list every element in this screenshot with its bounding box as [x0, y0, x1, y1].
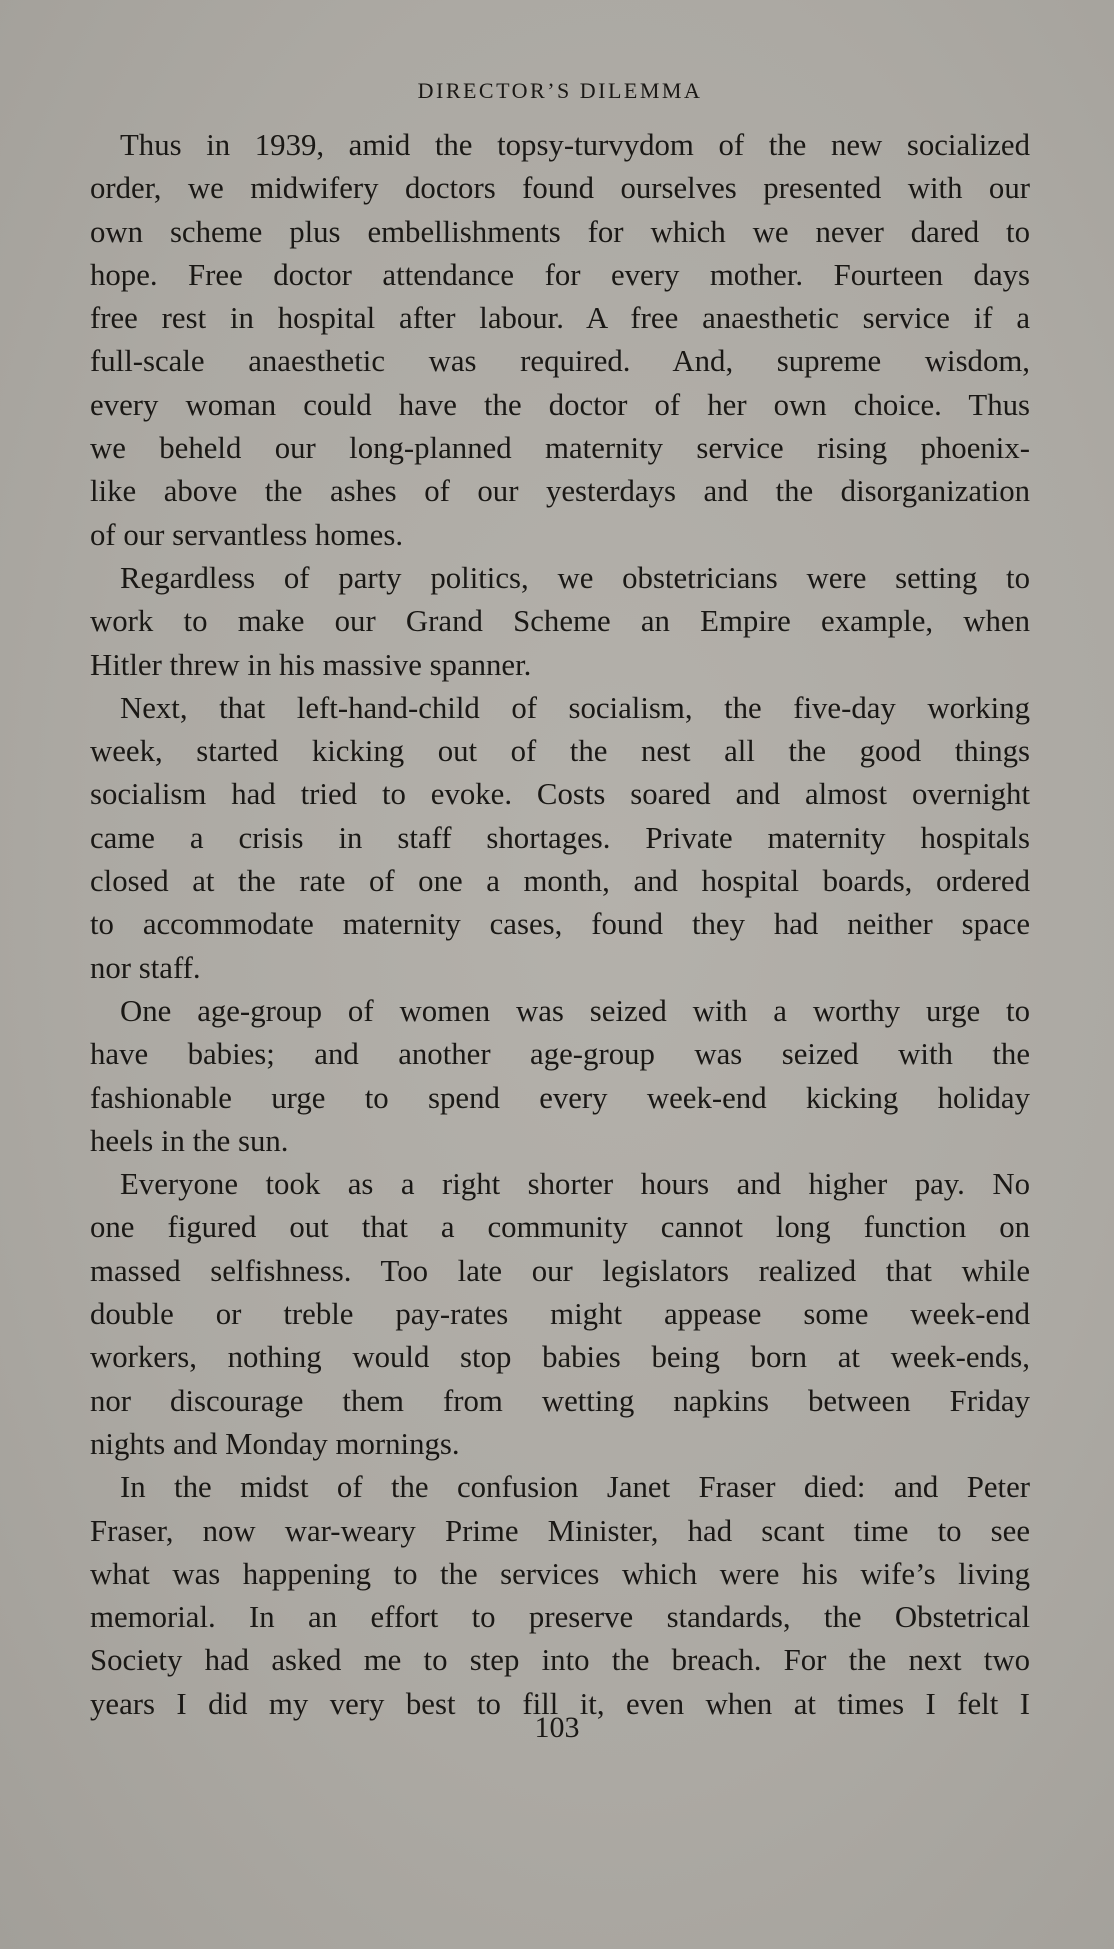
text-line: In the midst of the confusion Janet Fraser died: and Peter [120, 1470, 1030, 1505]
text-line: memorial. In an effort to preserve standards, the Obstetrical [90, 1600, 1030, 1635]
text-line: Next, that left-hand-child of socialism, the five-day working [120, 690, 1030, 725]
text-line: Society had asked me to step into the breach. For the next two [90, 1643, 1030, 1678]
text-line: closed at the rate of one a month, and hospital boards, ordered [90, 864, 1030, 899]
text-line: fashionable urge to spend every week-end kicking holiday [90, 1080, 1030, 1115]
text-line: came a crisis in staff shortages. Private maternity hospitals [90, 820, 1030, 855]
text-line: free rest in hospital after labour. A free anaesthetic service if a [90, 301, 1030, 336]
page-number: 103 [534, 1711, 580, 1744]
text-line: workers, nothing would stop babies being born at week-ends, [90, 1340, 1030, 1375]
text-line: work to make our Grand Scheme an Empire example, when [90, 604, 1030, 639]
text-line: socialism had tried to evoke. Costs soared and almost overnight [90, 777, 1030, 812]
text-line: Hitler threw in his massive spanner. [90, 647, 532, 682]
text-line: nights and Monday mornings. [90, 1426, 460, 1461]
text-line: One age-group of women was seized with a worthy urge to [120, 993, 1030, 1028]
text-line: full-scale anaesthetic was required. And, supreme wisdom, [90, 344, 1030, 379]
text-line: years I did my very best to fill it, even when at times I felt I [90, 1686, 1030, 1721]
text-line: Regardless of party politics, we obstetricians were setting to [120, 560, 1030, 595]
text-line: we beheld our long-planned maternity service rising phoenix- [90, 431, 1030, 466]
text-line: of our servantless homes. [90, 517, 404, 552]
text-line: order, we midwifery doctors found ourselves presented with our [90, 171, 1030, 206]
text-line: Fraser, now war-weary Prime Minister, had scant time to see [90, 1513, 1030, 1548]
text-line: to accommodate maternity cases, found they had neither space [90, 907, 1030, 942]
text-line: like above the ashes of our yesterdays and the disorganization [90, 474, 1030, 509]
text-line: massed selfishness. Too late our legislators realized that while [90, 1253, 1030, 1288]
text-line: double or treble pay-rates might appease some week-end [90, 1297, 1030, 1332]
text-line: Thus in 1939, amid the topsy-turvydom of the new socialized [120, 128, 1030, 162]
text-line: week, started kicking out of the nest all the good things [90, 734, 1030, 769]
text-line: own scheme plus embellishments for which we never dared to [90, 214, 1030, 249]
text-line: heels in the sun. [90, 1123, 289, 1158]
text-line: have babies; and another age-group was seized with the [90, 1037, 1030, 1072]
text-line: hope. Free doctor attendance for every mother. Fourteen days [90, 257, 1030, 292]
text-line: one figured out that a community cannot long function on [90, 1210, 1030, 1245]
text-line: Everyone took as a right shorter hours and higher pay. No [120, 1167, 1030, 1202]
text-line: nor discourage them from wetting napkins between Friday [90, 1383, 1030, 1418]
text-line: every woman could have the doctor of her own choice. Thus [90, 387, 1030, 422]
body-text [90, 124, 1030, 1726]
text-line: what was happening to the services which were his wife’s living [90, 1556, 1030, 1591]
text-line: nor staff. [90, 950, 201, 985]
running-head: DIRECTOR’S DILEMMA [417, 78, 703, 103]
